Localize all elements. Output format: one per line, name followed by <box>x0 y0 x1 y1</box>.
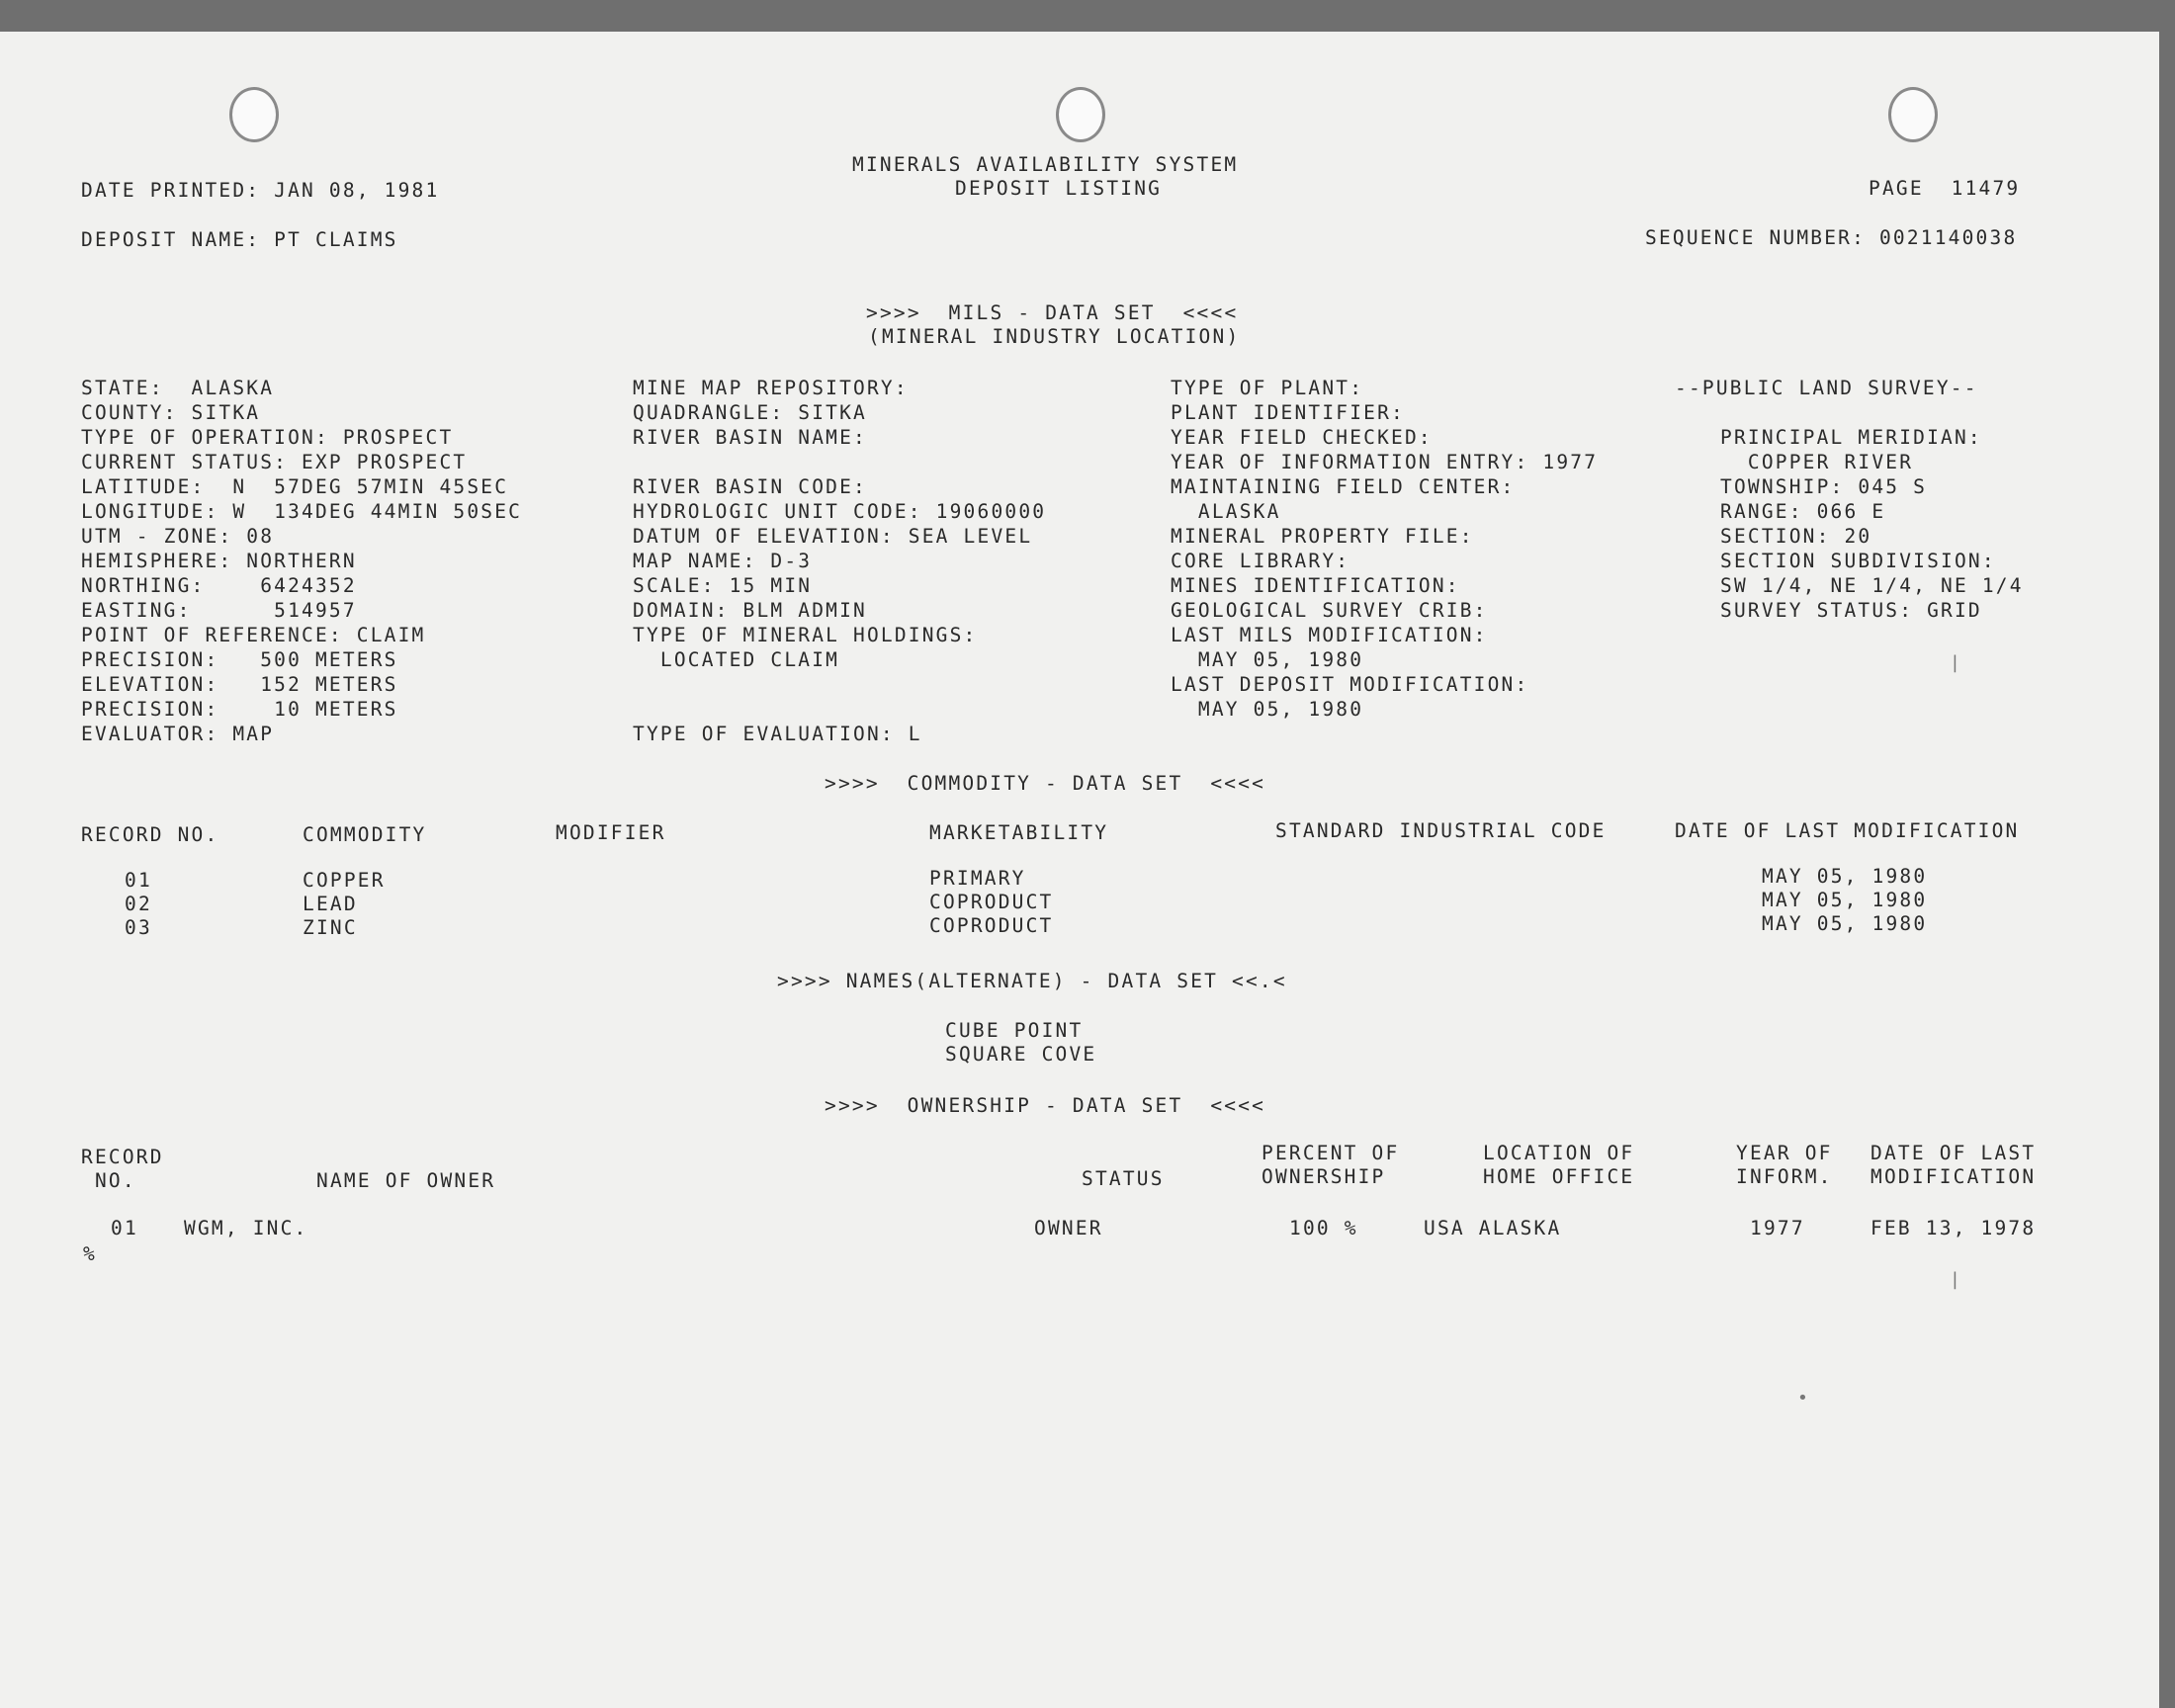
field-map-name: MAP NAME: D-3 <box>633 550 813 572</box>
commodity-record-no: 03 <box>125 916 152 939</box>
ownership-header-date-2: MODIFICATION <box>1870 1165 2037 1188</box>
field-state: STATE: ALASKA <box>81 377 275 399</box>
field-core-library: CORE LIBRARY: <box>1171 550 1350 572</box>
commodity-header-sic: STANDARD INDUSTRIAL CODE <box>1275 819 1607 842</box>
ownership-header-record-no: NO. <box>81 1169 136 1192</box>
owner-location: USA ALASKA <box>1424 1217 1562 1239</box>
mils-column-land-survey <box>1720 425 2024 623</box>
deposit-name: DEPOSIT NAME: PT CLAIMS <box>81 228 398 251</box>
field-field-center-value: ALASKA <box>1171 500 1281 523</box>
field-geological-survey-crib: GEOLOGICAL SURVEY CRIB: <box>1171 599 1488 622</box>
blank-line <box>633 672 1046 697</box>
ownership-header-year: YEAR OF <box>1736 1142 1833 1164</box>
stray-mark: • <box>1797 1388 1808 1409</box>
commodity-marketability: COPRODUCT <box>929 891 1054 913</box>
field-year-field-checked: YEAR FIELD CHECKED: <box>1171 426 1433 449</box>
punch-hole-left <box>229 87 279 142</box>
owner-status: OWNER <box>1034 1217 1103 1239</box>
field-scale: SCALE: 15 MIN <box>633 574 813 597</box>
field-section-subdivision: SECTION SUBDIVISION: <box>1720 550 1996 572</box>
field-range: RANGE: 066 E <box>1720 500 1886 523</box>
owner-name: WGM, INC. <box>184 1217 308 1239</box>
ownership-header-year-2: INFORM. <box>1736 1165 1833 1188</box>
field-township: TOWNSHIP: 045 S <box>1720 475 1928 498</box>
field-section: SECTION: 20 <box>1720 525 1872 548</box>
field-precision-elevation: PRECISION: 10 METERS <box>81 698 398 721</box>
commodity-name: COPPER <box>303 869 386 892</box>
field-easting: EASTING: 514957 <box>81 599 357 622</box>
commodity-name: ZINC <box>303 916 358 939</box>
commodity-header-modifier: MODIFIER <box>556 821 666 844</box>
field-hydrologic-unit-code: HYDROLOGIC UNIT CODE: 19060000 <box>633 500 1047 523</box>
system-title: MINERALS AVAILABILITY SYSTEM <box>852 153 1239 176</box>
ownership-header-location: LOCATION OF <box>1483 1142 1635 1164</box>
commodity-name: LEAD <box>303 893 358 915</box>
commodity-header-commodity: COMMODITY <box>303 823 427 846</box>
listing-title: DEPOSIT LISTING <box>955 177 1163 200</box>
ownership-header-percent-2: OWNERSHIP <box>1262 1165 1386 1188</box>
owner-percent: 100 % <box>1289 1217 1358 1239</box>
commodity-date: MAY 05, 1980 <box>1762 865 1928 888</box>
commodity-marketability: COPRODUCT <box>929 914 1054 937</box>
commodity-header-date: DATE OF LAST MODIFICATION <box>1675 819 2020 842</box>
field-type-of-plant: TYPE OF PLANT: <box>1171 377 1364 399</box>
mils-column-map <box>633 376 1046 746</box>
commodity-marketability: PRIMARY <box>929 867 1026 890</box>
ownership-header-date: DATE OF LAST <box>1870 1142 2037 1164</box>
owner-date: FEB 13, 1978 <box>1870 1217 2037 1239</box>
end-of-record-mark: % <box>83 1242 97 1265</box>
commodity-header-record: RECORD NO. <box>81 823 219 846</box>
mils-column-plant <box>1171 376 1598 722</box>
ownership-header-record: RECORD <box>81 1146 164 1168</box>
field-survey-status: SURVEY STATUS: GRID <box>1720 599 1982 622</box>
ownership-header-location-2: HOME OFFICE <box>1483 1165 1635 1188</box>
stray-mark: | <box>1950 1269 1960 1290</box>
public-land-survey-title: --PUBLIC LAND SURVEY-- <box>1675 377 1978 399</box>
date-printed: DATE PRINTED: JAN 08, 1981 <box>81 179 440 202</box>
field-mine-map-repository: MINE MAP REPOSITORY: <box>633 377 909 399</box>
names-heading: >>>> NAMES(ALTERNATE) - DATA SET <<.< <box>777 970 1287 992</box>
ownership-header-name: NAME OF OWNER <box>316 1169 496 1192</box>
field-county: COUNTY: SITKA <box>81 401 261 424</box>
commodity-date: MAY 05, 1980 <box>1762 889 1928 911</box>
commodity-heading: >>>> COMMODITY - DATA SET <<<< <box>825 772 1266 795</box>
field-year-of-information-entry: YEAR OF INFORMATION ENTRY: 1977 <box>1171 451 1599 473</box>
mils-column-location <box>81 376 522 746</box>
field-current-status: CURRENT STATUS: EXP PROSPECT <box>81 451 468 473</box>
sequence-number: SEQUENCE NUMBER: 0021140038 <box>1645 226 2018 249</box>
mils-heading: >>>> MILS - DATA SET <<<< <box>866 301 1239 324</box>
field-last-deposit-modification-date: MAY 05, 1980 <box>1171 698 1364 721</box>
document-page <box>0 32 2159 1708</box>
field-latitude: LATITUDE: N 57DEG 57MIN 45SEC <box>81 475 509 498</box>
field-type-of-operation: TYPE OF OPERATION: PROSPECT <box>81 426 454 449</box>
field-mines-identification: MINES IDENTIFICATION: <box>1171 574 1460 597</box>
mils-subheading: (MINERAL INDUSTRY LOCATION) <box>868 325 1241 348</box>
field-mineral-property-file: MINERAL PROPERTY FILE: <box>1171 525 1474 548</box>
blank-line <box>633 450 1046 474</box>
stray-mark: | <box>1950 652 1960 673</box>
ownership-record-no: 01 <box>111 1217 138 1239</box>
field-meridian-value: COPPER RIVER <box>1720 451 1914 473</box>
field-utm-zone: UTM - ZONE: 08 <box>81 525 275 548</box>
field-longitude: LONGITUDE: W 134DEG 44MIN 50SEC <box>81 500 523 523</box>
field-northing: NORTHING: 6424352 <box>81 574 357 597</box>
field-subdivision-value: SW 1/4, NE 1/4, NE 1/4 <box>1720 574 2024 597</box>
field-last-deposit-modification: LAST DEPOSIT MODIFICATION: <box>1171 673 1529 696</box>
punch-hole-right <box>1888 87 1938 142</box>
field-principal-meridian: PRINCIPAL MERIDIAN: <box>1720 426 1982 449</box>
ownership-header-status: STATUS <box>1082 1167 1165 1190</box>
ownership-header-percent: PERCENT OF <box>1262 1142 1400 1164</box>
field-hemisphere: HEMISPHERE: NORTHERN <box>81 550 357 572</box>
field-elevation: ELEVATION: 152 METERS <box>81 673 398 696</box>
commodity-header-marketability: MARKETABILITY <box>929 821 1109 844</box>
owner-year: 1977 <box>1750 1217 1805 1239</box>
page-number: PAGE 11479 <box>1869 177 2021 200</box>
commodity-date: MAY 05, 1980 <box>1762 912 1928 935</box>
ownership-heading: >>>> OWNERSHIP - DATA SET <<<< <box>825 1094 1266 1117</box>
commodity-record-no: 02 <box>125 893 152 915</box>
field-datum-of-elevation: DATUM OF ELEVATION: SEA LEVEL <box>633 525 1033 548</box>
field-river-basin-code: RIVER BASIN CODE: <box>633 475 867 498</box>
field-domain: DOMAIN: BLM ADMIN <box>633 599 867 622</box>
field-point-of-reference: POINT OF REFERENCE: CLAIM <box>81 624 426 646</box>
field-maintaining-field-center: MAINTAINING FIELD CENTER: <box>1171 475 1516 498</box>
field-precision: PRECISION: 500 METERS <box>81 648 398 671</box>
punch-hole-center <box>1056 87 1105 142</box>
commodity-record-no: 01 <box>125 869 152 892</box>
field-last-mils-modification: LAST MILS MODIFICATION: <box>1171 624 1488 646</box>
field-quadrangle: QUADRANGLE: SITKA <box>633 401 867 424</box>
field-type-of-evaluation: TYPE OF EVALUATION: L <box>633 723 922 745</box>
blank-line <box>633 697 1046 722</box>
field-river-basin-name: RIVER BASIN NAME: <box>633 426 867 449</box>
alternate-name: CUBE POINT <box>945 1019 1084 1042</box>
field-last-mils-modification-date: MAY 05, 1980 <box>1171 648 1364 671</box>
field-plant-identifier: PLANT IDENTIFIER: <box>1171 401 1405 424</box>
field-type-of-mineral-holdings: TYPE OF MINERAL HOLDINGS: <box>633 624 978 646</box>
alternate-name: SQUARE COVE <box>945 1043 1097 1066</box>
field-located-claim: LOCATED CLAIM <box>633 648 840 671</box>
field-evaluator: EVALUATOR: MAP <box>81 723 275 745</box>
